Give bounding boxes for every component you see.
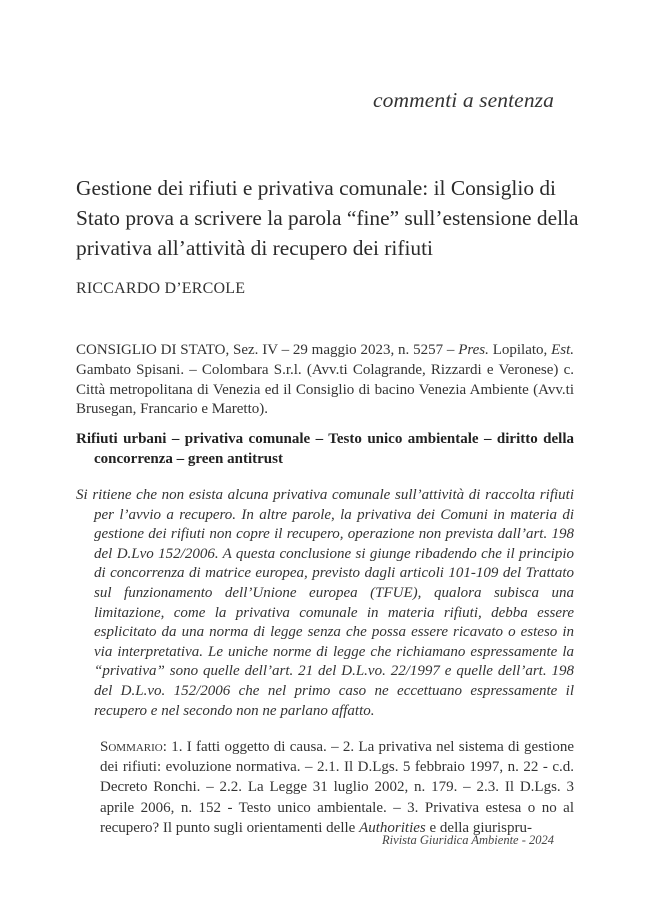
summary-authorities: Authorities: [359, 819, 426, 836]
summary-text-a: : 1. I fatti oggetto di causa. – 2. La privativa nel sistema di gestione dei rifiuti: evoluzione normativa. – 2.1. Il D.Lgs. 5 febbraio 1997, n. 22 - c.d. Decreto Ronchi. – 2.2. La Legge 31 luglio 2002, n. 179. – 2.3. Il D.Lgs. 3 aprile 2006, n. 152 - Testo unico ambientale. – 3. Privativa estesa o no al recupero? Il punto sugli orientamenti delle: [100, 739, 574, 836]
article-author: RICCARDO D’ERCOLE: [76, 280, 246, 297]
section-label: commenti a sentenza: [372, 88, 554, 112]
massima: Si ritiene che non esista alcuna privativa comunale sull’attività di raccolta rifiuti per l’avvio a recupero. In altre parole, la privativa dei Comuni in materia di gestione dei rifiuti non copre il recupero, operazione non prevista dall’art. 198 del D.Lvo 152/2006. A questa conclusione si giunge ribadendo che il principio di concorrenza di matrice europea, previsto dagli articoli 101-109 del Trattato sul funzionamento dell’Unione europea (TFUE), qualora subisca una limitazione, come la privativa comunale in materia rifiuti, debba essere esplicitato da una norma di legge senza che possa essere ricavato o esteso in via interpretativa. Le uniche norme di legge che richiamano espressamente la “privativa” sono quelle dell’art. 21 del D.L.vo. 22/1997 e quelle dell’art. 198 del D.L.vo. 152/2006 che nel primo caso ne eccettuano espressamente il recupero e nel secondo non ne parlano affatto.: [76, 487, 574, 719]
journal-footer: Rivista Giuridica Ambiente - 2024: [382, 833, 554, 847]
case-rest: Gambato Spisani. – Colombara S.r.l. (Avv.ti Colagrande, Rizzardi e Veronese) c. Città metropolitana di Venezia ed il Consiglio di bacino Venezia Ambiente (Avv.ti Brusegan, Francario e Maretto).: [76, 361, 574, 418]
keywords: Rifiuti urbani – privativa comunale – Testo unico ambientale – diritto della concorrenza – green antitrust: [76, 431, 574, 467]
case-court: CONSIGLIO DI STATO, Sez. IV – 29 maggio 2023, n. 5257 –: [76, 342, 459, 358]
article-title: Gestione dei rifiuti e privativa comunale: il Consiglio di Stato prova a scrivere la parola “fine” sull’estensione della privativa all’attività di recupero dei rifiuti: [76, 176, 579, 260]
pres-name: Lopilato,: [488, 342, 552, 358]
est-label: Est.: [551, 342, 575, 358]
pres-label: Pres.: [458, 342, 489, 358]
summary: [100, 737, 574, 838]
summary-label: Sommario: [100, 739, 163, 755]
case-reference: [76, 341, 574, 420]
summary-text-b: e della giurispru-: [425, 819, 532, 836]
